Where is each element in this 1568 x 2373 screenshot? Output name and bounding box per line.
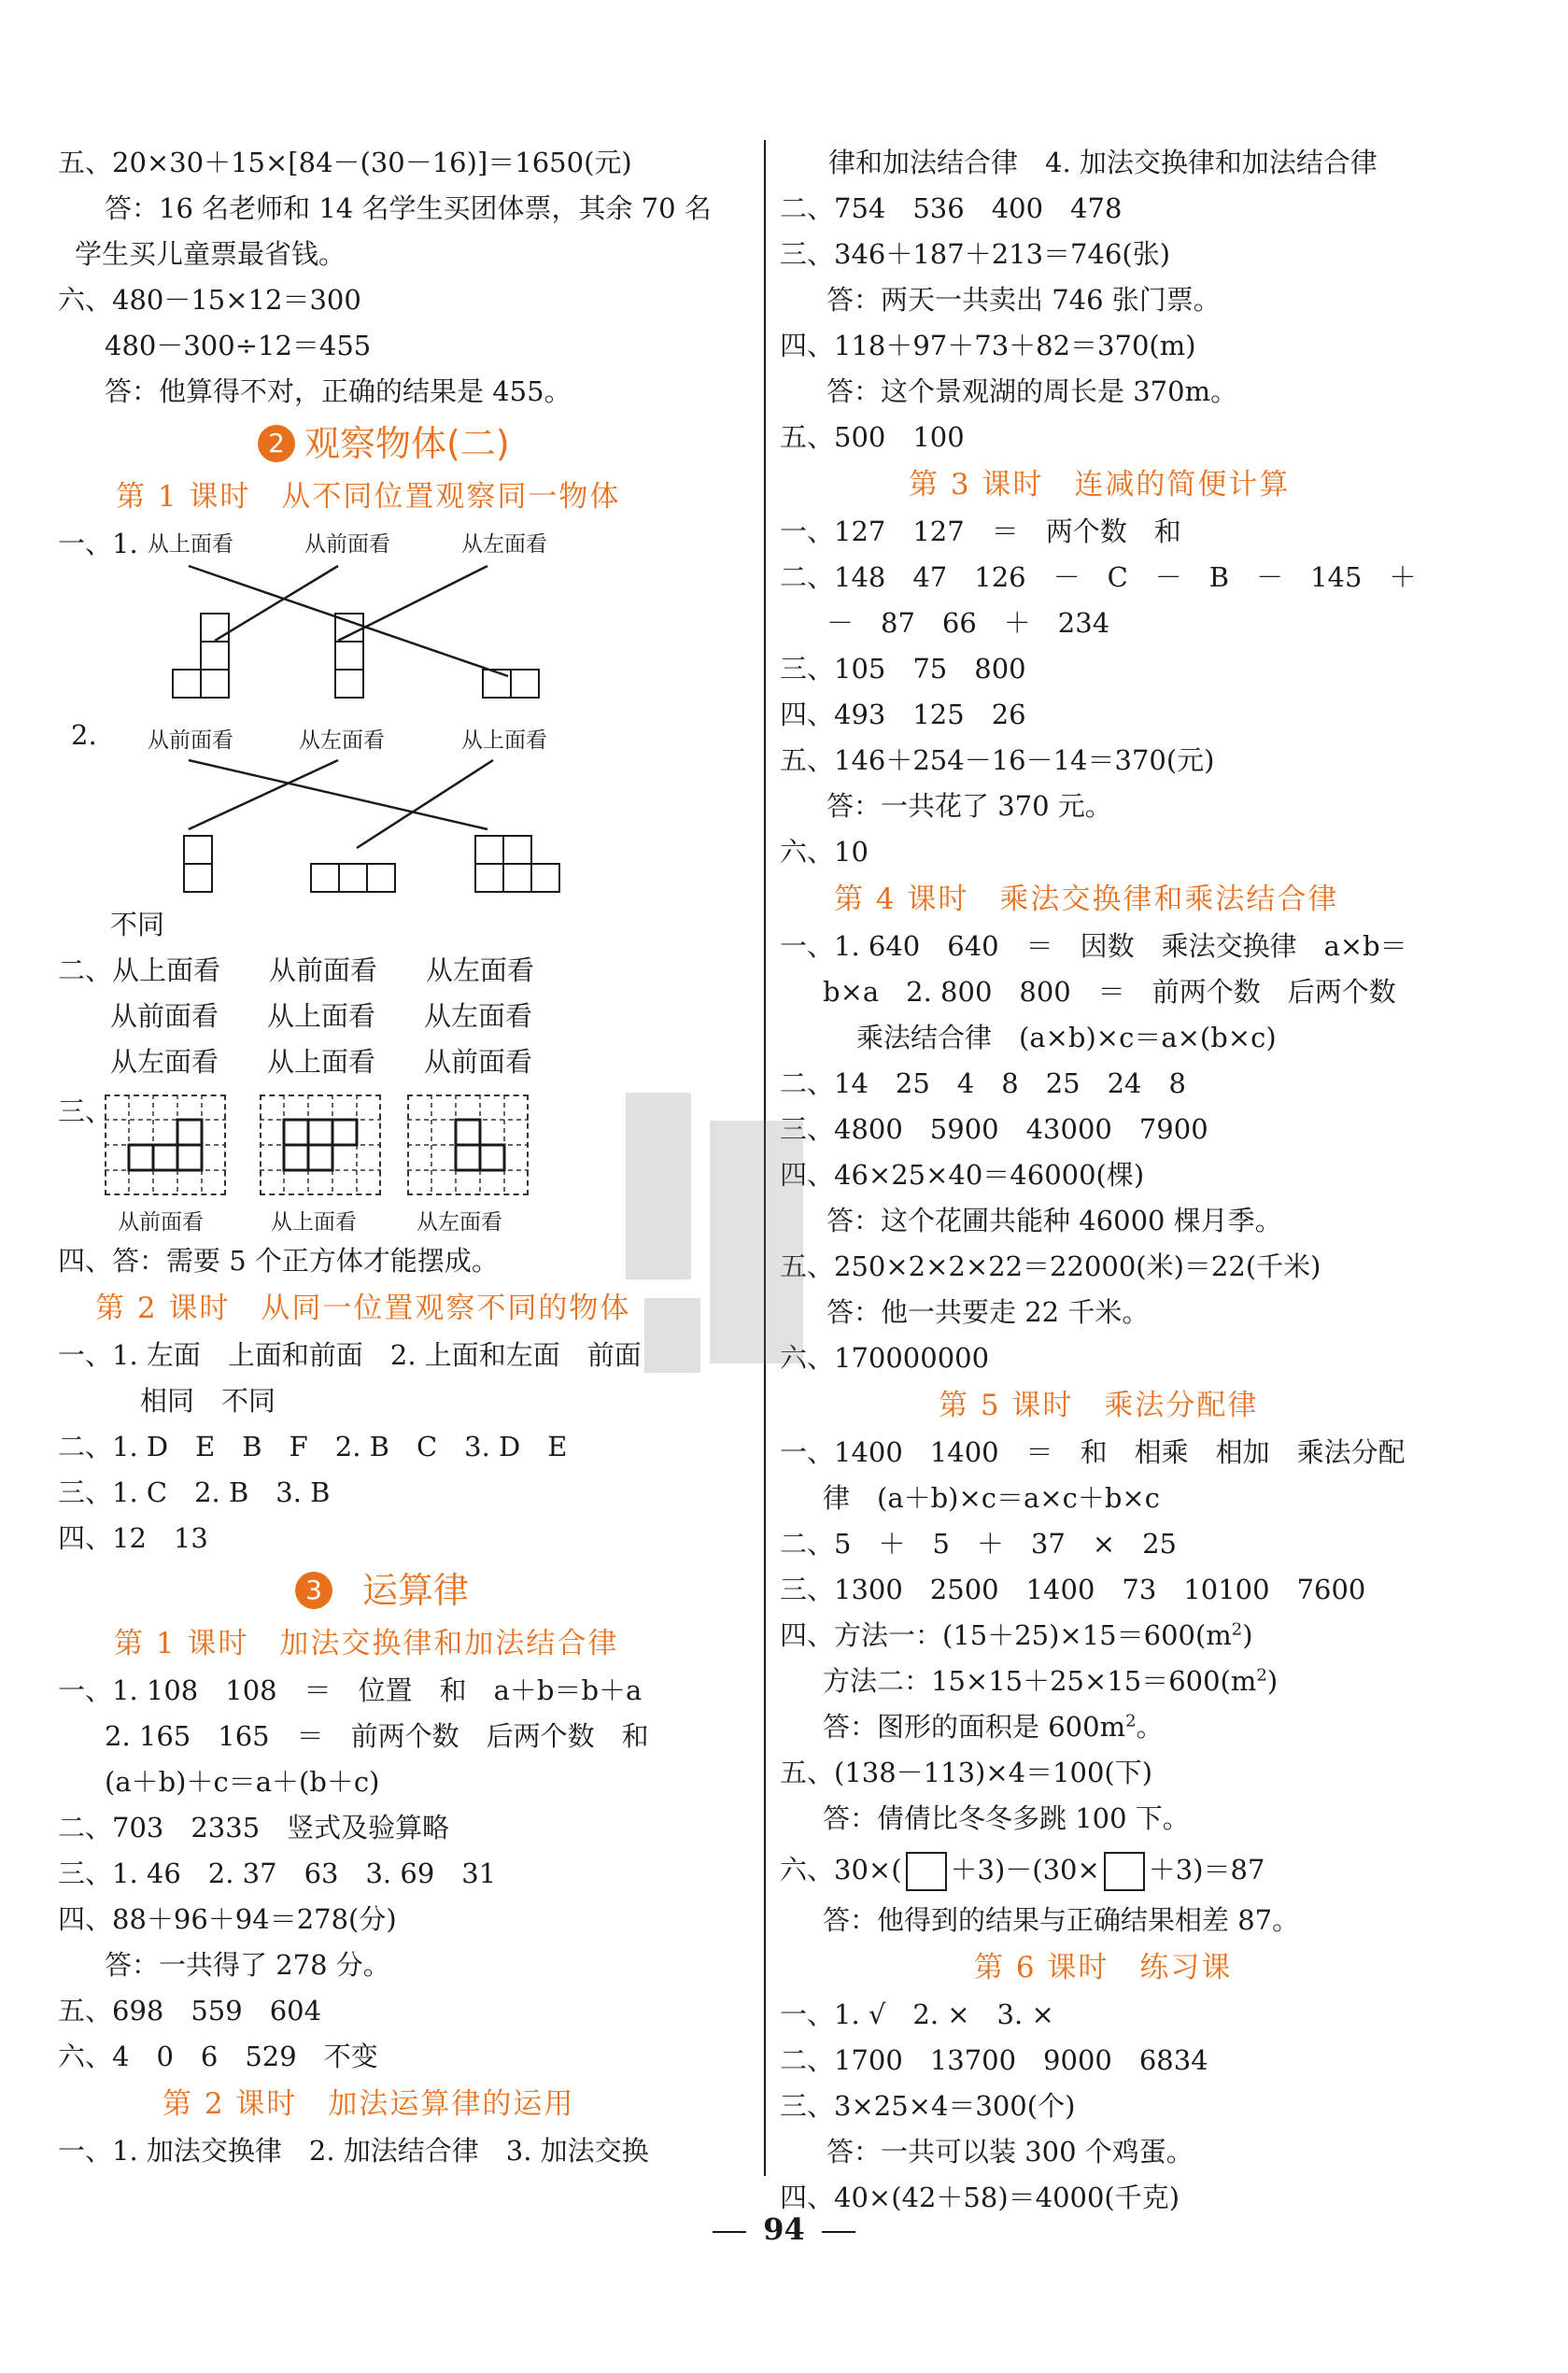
- answer-line: 六、10: [780, 836, 869, 868]
- section-title: [58, 415, 754, 473]
- answer-line: 五、146＋254－16－14＝370(元): [780, 744, 1215, 776]
- view-label: 从左面看: [417, 1210, 502, 1235]
- answer-line: 答：这个景观湖的周长是 370m。: [826, 375, 1238, 407]
- answer-line: 一、127 127 ＝ 两个数 和: [780, 516, 1181, 547]
- answer-line: 四、12 13: [58, 1522, 208, 1554]
- dashed-grid: [260, 1095, 381, 1195]
- answer-line: 答：他一共要走 22 千米。: [826, 1296, 1150, 1328]
- question-prefix: 三、: [58, 1095, 113, 1127]
- view-label: 从左面看: [461, 532, 547, 557]
- lesson-title: 第 6 课时 练习课: [974, 1951, 1233, 1985]
- answer-line: [780, 1613, 1490, 1659]
- answer-line: 三、4800 5900 43000 7900: [780, 1113, 1208, 1145]
- answer-line: 四、46×25×40＝46000(棵): [780, 1159, 1145, 1191]
- answer-line: 答：他得到的结果与正确结果相差 87。: [823, 1904, 1300, 1936]
- answer-line: 律 (a＋b)×c＝a×c＋b×c: [823, 1482, 1160, 1514]
- answer-line: 四、答：需要 5 个正方体才能摆成。: [58, 1245, 499, 1277]
- answer-line: 一、1. 640 640 ＝ 因数 乘法交换律 a×b＝: [780, 930, 1407, 962]
- answer-line: 四、493 125 26: [780, 699, 1026, 730]
- page-number-text: 94: [763, 2211, 805, 2247]
- answer-line: 答：倩倩比冬冬多跳 100 下。: [823, 1802, 1190, 1834]
- section-number-badge: 3: [295, 1572, 332, 1609]
- answer-line: 四、88＋96＋94＝278(分): [58, 1903, 397, 1935]
- answer-line: 480－300÷12＝455: [105, 330, 372, 361]
- answer-line: 五、20×30＋15×[84－(30－16)]＝1650(元): [58, 147, 632, 178]
- answer-line: 二、703 2335 竖式及验算略: [58, 1812, 450, 1843]
- cube-face: [474, 835, 504, 865]
- cube-face: [334, 613, 364, 643]
- cube-face: [338, 863, 368, 893]
- answer-line: 三、1. 46 2. 37 63 3. 69 31: [58, 1857, 497, 1889]
- formula-text: 四、方法一：(15＋25)×15＝600(m: [780, 1619, 1232, 1651]
- formula-text: ): [1266, 1665, 1278, 1697]
- superscript: 2: [1125, 1711, 1137, 1731]
- answer-line: [780, 1704, 1490, 1750]
- lesson-title: 第 3 课时 连减的简便计算: [909, 468, 1291, 501]
- lesson-title: 第 2 课时 加法运算律的运用: [162, 2087, 575, 2121]
- section-number-badge: 2: [258, 425, 295, 462]
- view-matching-figure-2: [58, 719, 754, 902]
- answer-line: 四、118＋97＋73＋82＝370(m): [780, 330, 1196, 361]
- lesson-title: 第 5 课时 乘法分配律: [939, 1389, 1259, 1422]
- formula-text: ＋3)－(30×: [950, 1854, 1100, 1886]
- answer-line: 一、1. √ 2. × 3. ×: [780, 1999, 1054, 2030]
- answer-line: b×a 2. 800 800 ＝ 前两个数 后两个数: [823, 976, 1396, 1008]
- answer-line: [58, 1039, 754, 1085]
- cube-face: [200, 669, 230, 699]
- formula-text: ＋3)＝87: [1148, 1854, 1265, 1886]
- question-prefix: 2.: [71, 719, 97, 751]
- answer-line: 三、3×25×4＝300(个): [780, 2090, 1076, 2122]
- right-column: [780, 140, 1490, 2221]
- answer-line: 律和加法结合律 4. 加法交换律和加法结合律: [828, 147, 1377, 178]
- cube-face: [502, 863, 532, 893]
- answer-line: 三、1300 2500 1400 73 10100 7600: [780, 1574, 1366, 1605]
- answer-line: 相同 不同: [140, 1385, 276, 1417]
- answer-line: 五、500 100: [780, 421, 965, 453]
- answer-line: 三、1. C 2. B 3. B: [58, 1476, 331, 1508]
- dash-decoration: [713, 2231, 746, 2233]
- answer-line: 答：16 名老师和 14 名学生买团体票，其余 70 名: [105, 192, 712, 224]
- dash-decoration: [822, 2231, 855, 2233]
- answer-line: 二、5 ＋ 5 ＋ 37 × 25: [780, 1528, 1178, 1560]
- answer-line: [780, 1659, 1490, 1704]
- view-label: 从上面看: [148, 532, 233, 557]
- section-title-text: 观察物体(二): [304, 423, 510, 464]
- lesson-title: 第 2 课时 从同一位置观察不同的物体: [95, 1292, 631, 1325]
- answer-line: 二、148 47 126 － C － B － 145 ＋: [780, 561, 1417, 593]
- answer-line: 答：一共花了 370 元。: [826, 790, 1112, 822]
- cube-face: [172, 669, 202, 699]
- answer-line: 五、(138－113)×4＝100(下): [780, 1757, 1153, 1788]
- cube-face: [310, 863, 340, 893]
- lesson-title: 第 1 课时 从不同位置观察同一物体: [116, 480, 621, 514]
- view-matching-figure-1: [58, 521, 754, 719]
- dashed-grid: [407, 1095, 529, 1195]
- view-answer: 从左面看: [426, 954, 535, 986]
- view-answer: 从前面看: [110, 1000, 219, 1032]
- page-number: [0, 2211, 1568, 2247]
- question-prefix: 二、: [58, 954, 113, 986]
- question-prefix: 一、1.: [58, 528, 138, 559]
- answer-line: 五、250×2×2×22＝22000(米)＝22(千米): [780, 1250, 1321, 1282]
- view-label: 从前面看: [148, 728, 233, 753]
- answer-line: (a＋b)＋c＝a＋(b＋c): [105, 1766, 380, 1798]
- cube-face: [530, 863, 560, 893]
- view-answer: 从前面看: [424, 1046, 533, 1078]
- answer-line: 六、480－15×12＝300: [58, 284, 361, 316]
- cube-face: [510, 669, 540, 699]
- answer-line: 答：他算得不对，正确的结果是 455。: [105, 375, 572, 407]
- answer-line: 答：一共可以装 300 个鸡蛋。: [826, 2136, 1194, 2168]
- view-label: 从上面看: [461, 728, 547, 753]
- lesson-title: 第 1 课时 加法交换律和加法结合律: [114, 1627, 619, 1660]
- view-answer: 从前面看: [269, 954, 378, 986]
- answer-line: 六、4 0 6 529 不变: [58, 2041, 378, 2072]
- view-label: 从前面看: [304, 532, 390, 557]
- answer-line: 答：这个花圃共能种 46000 棵月季。: [826, 1205, 1282, 1236]
- cube-face: [183, 863, 213, 893]
- answer-line: 四、40×(42＋58)＝4000(千克): [780, 2182, 1180, 2213]
- answer-line: [780, 1842, 1490, 1898]
- answer-line: 乘法结合律 (a×b)×c＝a×(b×c): [856, 1022, 1277, 1053]
- cube-face: [366, 863, 396, 893]
- blank-box: [906, 1852, 947, 1891]
- cube-face: [183, 835, 213, 865]
- cube-face: [502, 835, 532, 865]
- superscript: 2: [1231, 1619, 1243, 1640]
- answer-line: 2. 165 165 ＝ 前两个数 后两个数 和: [105, 1720, 649, 1752]
- cube-face: [474, 863, 504, 893]
- answer-line: 答：两天一共卖出 746 张门票。: [826, 284, 1221, 316]
- answer-line: － 87 66 ＋ 234: [826, 607, 1110, 639]
- answer-line: 一、1. 加法交换律 2. 加法结合律 3. 加法交换: [58, 2135, 649, 2167]
- view-answer: 从上面看: [267, 1046, 376, 1078]
- view-label: 从上面看: [271, 1210, 357, 1235]
- lesson-title: 第 4 课时 乘法交换律和乘法结合律: [834, 883, 1339, 916]
- answer-line: 学生买儿童票最省钱。: [75, 238, 346, 270]
- watermark-graphic: [616, 1083, 822, 1391]
- answer-line: 二、1. D E B F 2. B C 3. D E: [58, 1431, 568, 1462]
- cube-face: [200, 641, 230, 671]
- answer-line: 答：一共得了 278 分。: [105, 1949, 390, 1981]
- cube-face: [200, 613, 230, 643]
- formula-text: 方法二：15×15＋25×15＝600(m: [823, 1665, 1257, 1697]
- formula-text: 。: [1136, 1711, 1164, 1743]
- answer-line: 三、346＋187＋213＝746(张): [780, 238, 1171, 270]
- answer-line: 一、1. 108 108 ＝ 位置 和 a＋b＝b＋a: [58, 1674, 643, 1706]
- view-answer: 从上面看: [267, 1000, 376, 1032]
- view-label: 从前面看: [118, 1210, 204, 1235]
- section-title: [58, 1561, 754, 1619]
- answer-line: 二、1700 13700 9000 6834: [780, 2044, 1208, 2076]
- answer-line: 三、105 75 800: [780, 653, 1026, 685]
- view-label: 从左面看: [299, 728, 385, 753]
- answer-line: 五、698 559 604: [58, 1995, 322, 2027]
- answer-line: 一、1400 1400 ＝ 和 相乘 相加 乘法分配: [780, 1436, 1406, 1468]
- answer-line: 二、754 536 400 478: [780, 192, 1123, 224]
- view-answer: 从左面看: [110, 1046, 219, 1078]
- section-title-text: 运算律: [362, 1570, 470, 1611]
- blank-box: [1104, 1852, 1145, 1891]
- answer-line: 二、14 25 4 8 25 24 8: [780, 1067, 1186, 1099]
- answer-line: 六、170000000: [780, 1342, 990, 1374]
- formula-text: 答：图形的面积是 600m: [823, 1711, 1126, 1743]
- cube-face: [334, 669, 364, 699]
- answer-line: 一、1. 左面 上面和前面 2. 上面和左面 前面: [58, 1339, 642, 1371]
- formula-text: ): [1242, 1619, 1253, 1651]
- matching-lines: [58, 521, 712, 719]
- answer-line: [58, 994, 754, 1039]
- cube-face: [334, 641, 364, 671]
- view-answer: 从上面看: [112, 954, 221, 986]
- cube-face: [482, 669, 512, 699]
- formula-text: 六、30×(: [780, 1854, 902, 1886]
- view-answer: 从左面看: [424, 1000, 533, 1032]
- answer-line: 不同: [110, 909, 165, 940]
- superscript: 2: [1256, 1665, 1267, 1686]
- answer-line: [58, 948, 754, 994]
